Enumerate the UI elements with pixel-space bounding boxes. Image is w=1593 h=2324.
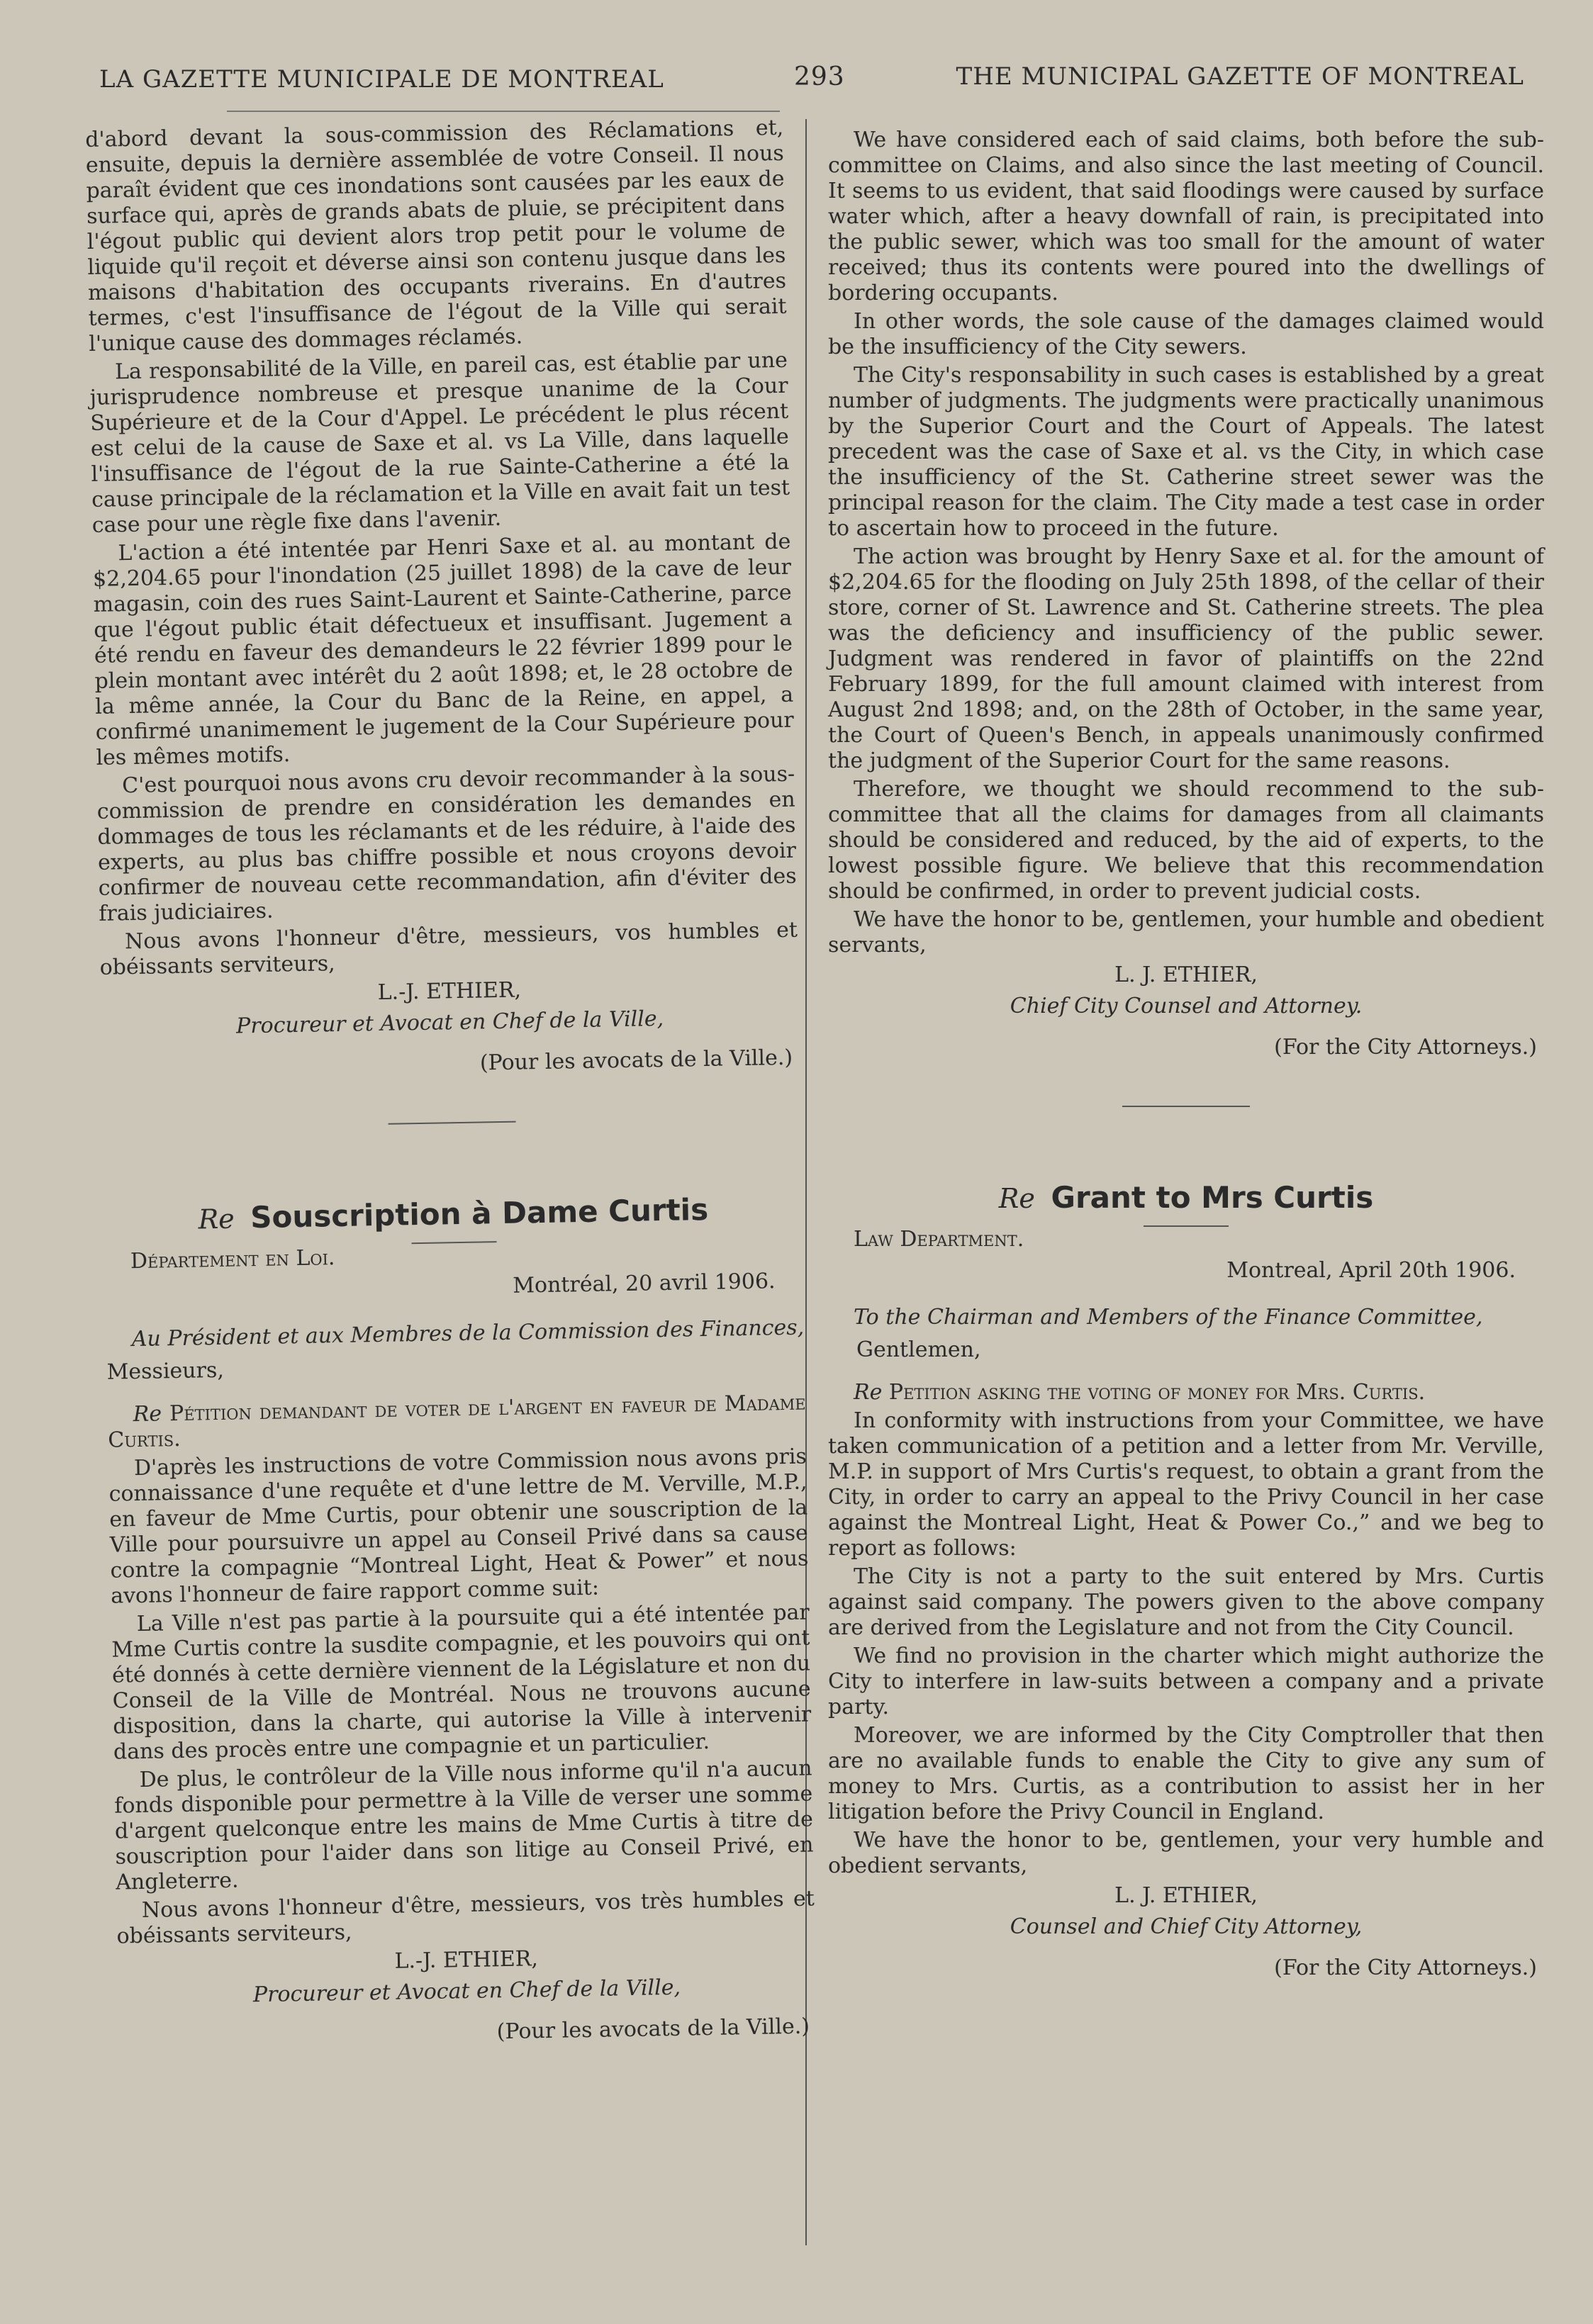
signature-title: Chief City Counsel and Attorney. <box>1010 994 1363 1018</box>
section-rule <box>1122 1106 1250 1107</box>
english-column <box>828 128 1544 1981</box>
signature-name: L.-J. ETHIER, <box>394 1946 539 1974</box>
paragraph: We have the honor to be, gentlemen, your humble and obedient servants, <box>828 907 1544 958</box>
addressee: To the Chairman and Members of the Finance Committee, <box>854 1305 1483 1330</box>
subject-text: Petition asking the voting of money for Mrs. Curtis. <box>888 1380 1426 1405</box>
signature-title: Procureur et Avocat en Chef de la Ville, <box>235 1006 664 1039</box>
signature-title: Counsel and Chief City Attorney, <box>1010 1914 1363 1939</box>
paragraph: La responsabilité de la Ville, en pareil cas, est établie par une jurisprudence nombreuse et presque unanime de la Cour Supérieure et de la Cour d'Appel. Le précédent le plus récent est celui de la cause de Saxe et al. vs La Ville, dans laquelle l'insuffisance de l'égout de la rue Sainte-Catherine a été la cause principale de la réclamation et la Ville en avait fait un test case pour une règle fixe dans l'avenir. <box>89 347 790 538</box>
addressee: Au Président et aux Membres de la Commission des Finances, <box>131 1315 805 1352</box>
signature-note: (For the City Attorneys.) <box>1274 1955 1537 1980</box>
paragraph: d'abord devant la sous-commission des Réclamations et, ensuite, depuis la dernière assemblée de votre Conseil. Il nous paraît évident que ces inondations sont causées par les eaux de surface qui, après de grands abats de pluie, se précipitent dans l'égout public qui devient alors trop petit pour le volume de liquide qu'il reçoit et déverse ainsi son contenu jusque dans les maisons d'habitation des occupants riverains. En d'autres termes, c'est l'insuffisance de l'égout de la Ville qui serait l'unique cause des dommages réclamés. <box>85 115 787 357</box>
letter-date: Montréal, 20 avril 1906. <box>512 1269 776 1298</box>
paragraph: Moreover, we are informed by the City Comptroller that then are no available funds to enable the City to give any sum of money to Mrs. Curtis, as a contribution to assist her in her litigation before the Privy Council in England. <box>828 1723 1544 1824</box>
subject-re: Re <box>854 1380 883 1405</box>
signature-name: L. J. ETHIER, <box>1114 962 1258 987</box>
department: Département en Loi. <box>130 1245 335 1274</box>
signature-name: L. J. ETHIER, <box>1114 1883 1258 1908</box>
paragraph: The action was brought by Henry Saxe et al. for the amount of $2,204.65 for the flooding on July 25th 1898, of the cellar of their store, corner of St. Lawrence and St. Catherine streets. The plea was the deficiency and insufficiency of the public sewer. Judgment was rendered in favor of plaintiffs on the 22nd February 1899, for the full amount claimed with interest from August 2nd 1898; and, on the 28th of October, in the same year, the Court of Queen's Bench, in appeals unanimously confirmed the judgment of the Superior Court for the same reasons. <box>828 544 1544 773</box>
signature-note: (Pour les avocats de la Ville.) <box>496 2014 810 2045</box>
paragraph: De plus, le contrôleur de la Ville nous informe qu'il n'a aucun fonds disponible pour permettre à la Ville de verser une somme d'argent quelconque entre les mains de Mme Curtis à titre de souscription pour l'aider dans son litige au Conseil Privé, en Angleterre. <box>114 1756 814 1895</box>
paragraph: Nous avons l'honneur d'être, messieurs, vos très humbles et obéissants serviteurs, <box>116 1886 815 1949</box>
subject-text: Pétition demandant de voter de l'argent en faveur de Madame Curtis. <box>108 1390 806 1453</box>
paragraph: L'action a été intentée par Henri Saxe et al. au montant de $2,204.65 pour l'inondation (25 juillet 1898) de la cave de leur magasin, coin des rues Saint-Laurent et Sainte-Catherine, parce que l'égout public était défectueux et insuffisant. Jugement a été rendu en faveur des demandeurs le 22 février 1899 pour le plein montant avec intérêt du 2 août 1898; et, le 28 octobre de la même année, la Cour du Banc de la Reine, en appel, a confirmé unanimement le jugement de la Cour Supérieure pour les mêmes motifs. <box>92 529 795 770</box>
french-column <box>85 116 817 2052</box>
section-heading <box>828 1180 1544 1215</box>
letter-date: Montreal, April 20th 1906. <box>1226 1258 1516 1283</box>
paragraph: In conformity with instructions from your Committee, we have taken communication of a petition and a letter from Mr. Verville, M.P. in support of Mrs Curtis's request, to obtain a grant from the City, in order to carry an appeal to the Privy Council in her case against the Montreal Light, Heat & Power Co.,” and we beg to report as follows: <box>828 1408 1544 1561</box>
section-heading-text: Grant to Mrs Curtis <box>1051 1180 1374 1215</box>
salutation: Messieurs, <box>106 1357 225 1385</box>
paragraph: We have considered each of said claims, both before the sub-committee on Claims, and also since the last meeting of Council. It seems to us evident, that said floodings were caused by surface water which, after a heavy downfall of rain, is precipitated into the public sewer, which was too small for the amount of water received; thus its contents were poured into the dwellings of bordering occupants. <box>828 128 1544 305</box>
header-title-english: THE MUNICIPAL GAZETTE OF MONTREAL <box>956 62 1524 91</box>
paragraph: We have the honor to be, gentlemen, your very humble and obedient servants, <box>828 1828 1544 1878</box>
signature-name: L.-J. ETHIER, <box>377 977 522 1005</box>
subject-line <box>107 1391 806 1454</box>
section-heading-re: Re <box>198 1203 235 1235</box>
section-heading-text: Souscription à Dame Curtis <box>250 1191 709 1235</box>
page-number: 293 <box>794 62 845 91</box>
paragraph: Nous avons l'honneur d'être, messieurs, vos humbles et obéissants serviteurs, <box>99 917 798 980</box>
header-rule <box>227 111 780 112</box>
section-heading <box>104 1191 803 1235</box>
paragraph: D'après les instructions de votre Commission nous avons pris connaissance d'une requête et d'une lettre de M. Verville, M.P., en faveur de Mme Curtis, pour obtenir une souscription de la Ville pour poursuivre un appel au Conseil Privé dans sa cause contre la compagnie “Montreal Light, Heat & Power” et nous avons l'honneur de faire rapport comme suit: <box>108 1444 809 1609</box>
paragraph: We find no provision in the charter which might authorize the City to interfere in law-suits between a company and a private party. <box>828 1644 1544 1719</box>
signature-title: Procureur et Avocat en Chef de la Ville, <box>252 1975 681 2008</box>
salutation: Gentlemen, <box>856 1337 981 1362</box>
section-rule <box>388 1121 515 1125</box>
subject-line <box>828 1380 1544 1405</box>
paragraph: The City is not a party to the suit entered by Mrs. Curtis against said company. The powers given to the above company are derived from the Legislature and not from the City Council. <box>828 1564 1544 1640</box>
signature-note: (Pour les avocats de la Ville.) <box>479 1045 793 1076</box>
subject-re: Re <box>133 1401 162 1427</box>
header-title-french: LA GAZETTE MUNICIPALE DE MONTREAL <box>99 65 664 94</box>
paragraph: Therefore, we thought we should recommend to the sub-committee that all the claims for damages from all claimants should be considered and reduced, by the aid of experts, to the lowest possible figure. We believe that this recommendation should be confirmed, in order to prevent judicial costs. <box>828 777 1544 904</box>
paragraph: La Ville n'est pas partie à la poursuite qui a été intentée par Mme Curtis contre la susdite compagnie, et les pouvoirs qui ont été donnés à cette dernière viennent de la Législature et non du Conseil de la Ville de Montréal. Nous ne trouvons aucune disposition, dans la charte, qui autorise la Ville à intervenir dans des procès entre une compagnie et un particulier. <box>111 1600 812 1765</box>
paragraph: In other words, the sole cause of the damages claimed would be the insufficiency of the City sewers. <box>828 309 1544 359</box>
section-heading-re: Re <box>998 1183 1035 1214</box>
department: Law Department. <box>854 1227 1024 1252</box>
paragraph: C'est pourquoi nous avons cru devoir recommander à la sous-commission de prendre en considération les demandes en dommages de tous les réclamants et de les réduire, à l'aide des experts, au plus bas chiffre possible et nous croyons devoir confirmer de nouveau cette recommandation, afin d'éviter des frais judiciaires. <box>96 761 797 926</box>
paragraph: The City's responsability in such cases is established by a great number of judgments. The judgments were practically unanimous by the Superior Court and the Court of Appeals. The latest precedent was the case of Saxe et al. vs the City, in which case the insufficiency of the St. Catherine street sewer was the principal reason for the claim. The City made a test case in order to ascertain how to proceed in the future. <box>828 363 1544 541</box>
signature-note: (For the City Attorneys.) <box>1274 1035 1537 1060</box>
page-header <box>99 58 1524 101</box>
